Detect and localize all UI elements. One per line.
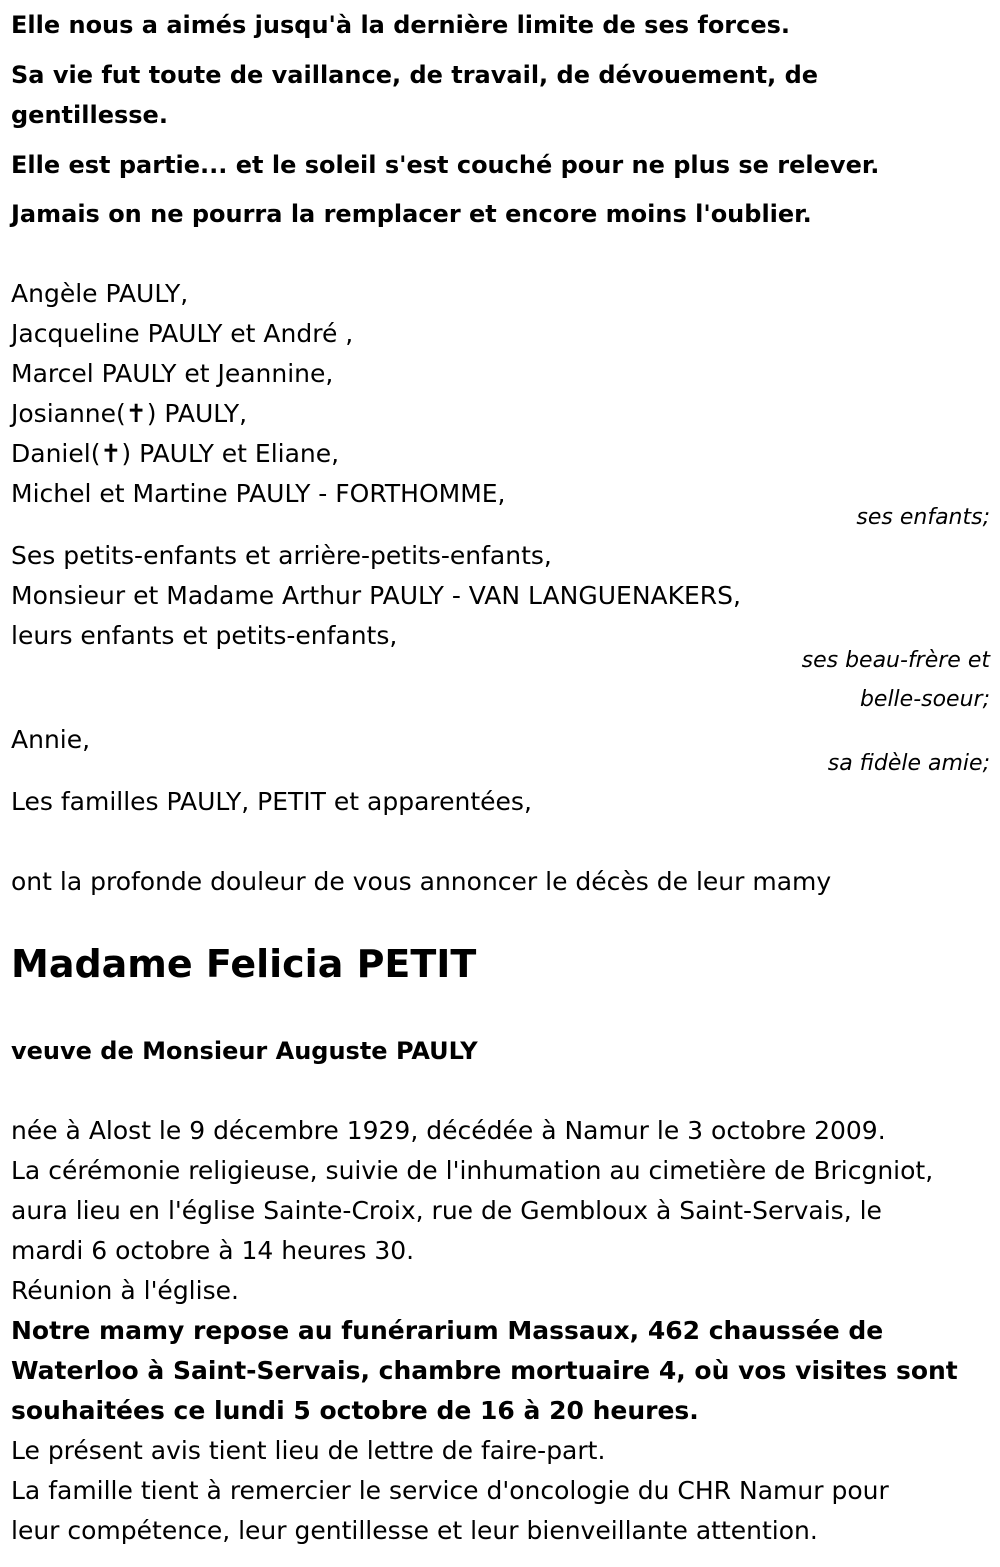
family-member: Michel et Martine PAULY - FORTHOMME,	[11, 479, 506, 508]
family-member: Monsieur et Madame Arthur PAULY - VAN LANGUENAKERS,	[11, 581, 741, 610]
detail-line: née à Alost le 9 décembre 1929, décédée à Namur le 3 octobre 2009.	[11, 1116, 886, 1145]
quote-line: Sa vie fut toute de vaillance, de travail, de dévouement, de	[11, 61, 819, 89]
family-member: Jacqueline PAULY et André ,	[11, 319, 354, 348]
quote-line: Elle est partie... et le soleil s'est couché pour ne plus se relever.	[11, 151, 880, 179]
detail-line-bold: Waterloo à Saint-Servais, chambre mortuaire 4, où vos visites sont	[11, 1356, 958, 1385]
family-member: Angèle PAULY,	[11, 279, 189, 308]
deceased-name: Madame Felicia PETIT	[11, 942, 477, 986]
relatives-role: ses beau-frère et	[801, 648, 990, 673]
family-member: leurs enfants et petits-enfants,	[11, 621, 398, 650]
family-member: Ses petits-enfants et arrière-petits-enfants,	[11, 541, 552, 570]
announcement: ont la profonde douleur de vous annoncer le décès de leur mamy	[11, 867, 832, 896]
quote-line: gentillesse.	[11, 101, 168, 129]
quote-line: Elle nous a aimés jusqu'à la dernière limite de ses forces.	[11, 11, 791, 39]
detail-line: Réunion à l'église.	[11, 1276, 239, 1305]
quote-line: Jamais on ne pourra la remplacer et encore moins l'oublier.	[11, 200, 812, 228]
spouse-line: veuve de Monsieur Auguste PAULY	[11, 1037, 478, 1065]
detail-line: mardi 6 octobre à 14 heures 30.	[11, 1236, 415, 1265]
detail-line: aura lieu en l'église Sainte-Croix, rue de Gembloux à Saint-Servais, le	[11, 1196, 882, 1225]
detail-line: La famille tient à remercier le service d'oncologie du CHR Namur pour	[11, 1476, 889, 1505]
friend-name: Annie,	[11, 725, 91, 754]
detail-line: Le présent avis tient lieu de lettre de faire-part.	[11, 1436, 606, 1465]
detail-line-bold: souhaitées ce lundi 5 octobre de 16 à 20 heures.	[11, 1396, 699, 1425]
family-member: Daniel(✝) PAULY et Eliane,	[11, 439, 340, 468]
detail-line: La cérémonie religieuse, suivie de l'inhumation au cimetière de Bricgniot,	[11, 1156, 934, 1185]
children-role: ses enfants;	[856, 505, 990, 530]
families-line: Les familles PAULY, PETIT et apparentées,	[11, 787, 532, 816]
detail-line: leur compétence, leur gentillesse et leur bienveillante attention.	[11, 1516, 818, 1545]
friend-role: sa fidèle amie;	[827, 751, 990, 776]
detail-line-bold: Notre mamy repose au funérarium Massaux, 462 chaussée de	[11, 1316, 884, 1345]
family-member: Marcel PAULY et Jeannine,	[11, 359, 334, 388]
family-member: Josianne(✝) PAULY,	[11, 399, 248, 428]
relatives-role: belle-soeur;	[859, 687, 990, 712]
